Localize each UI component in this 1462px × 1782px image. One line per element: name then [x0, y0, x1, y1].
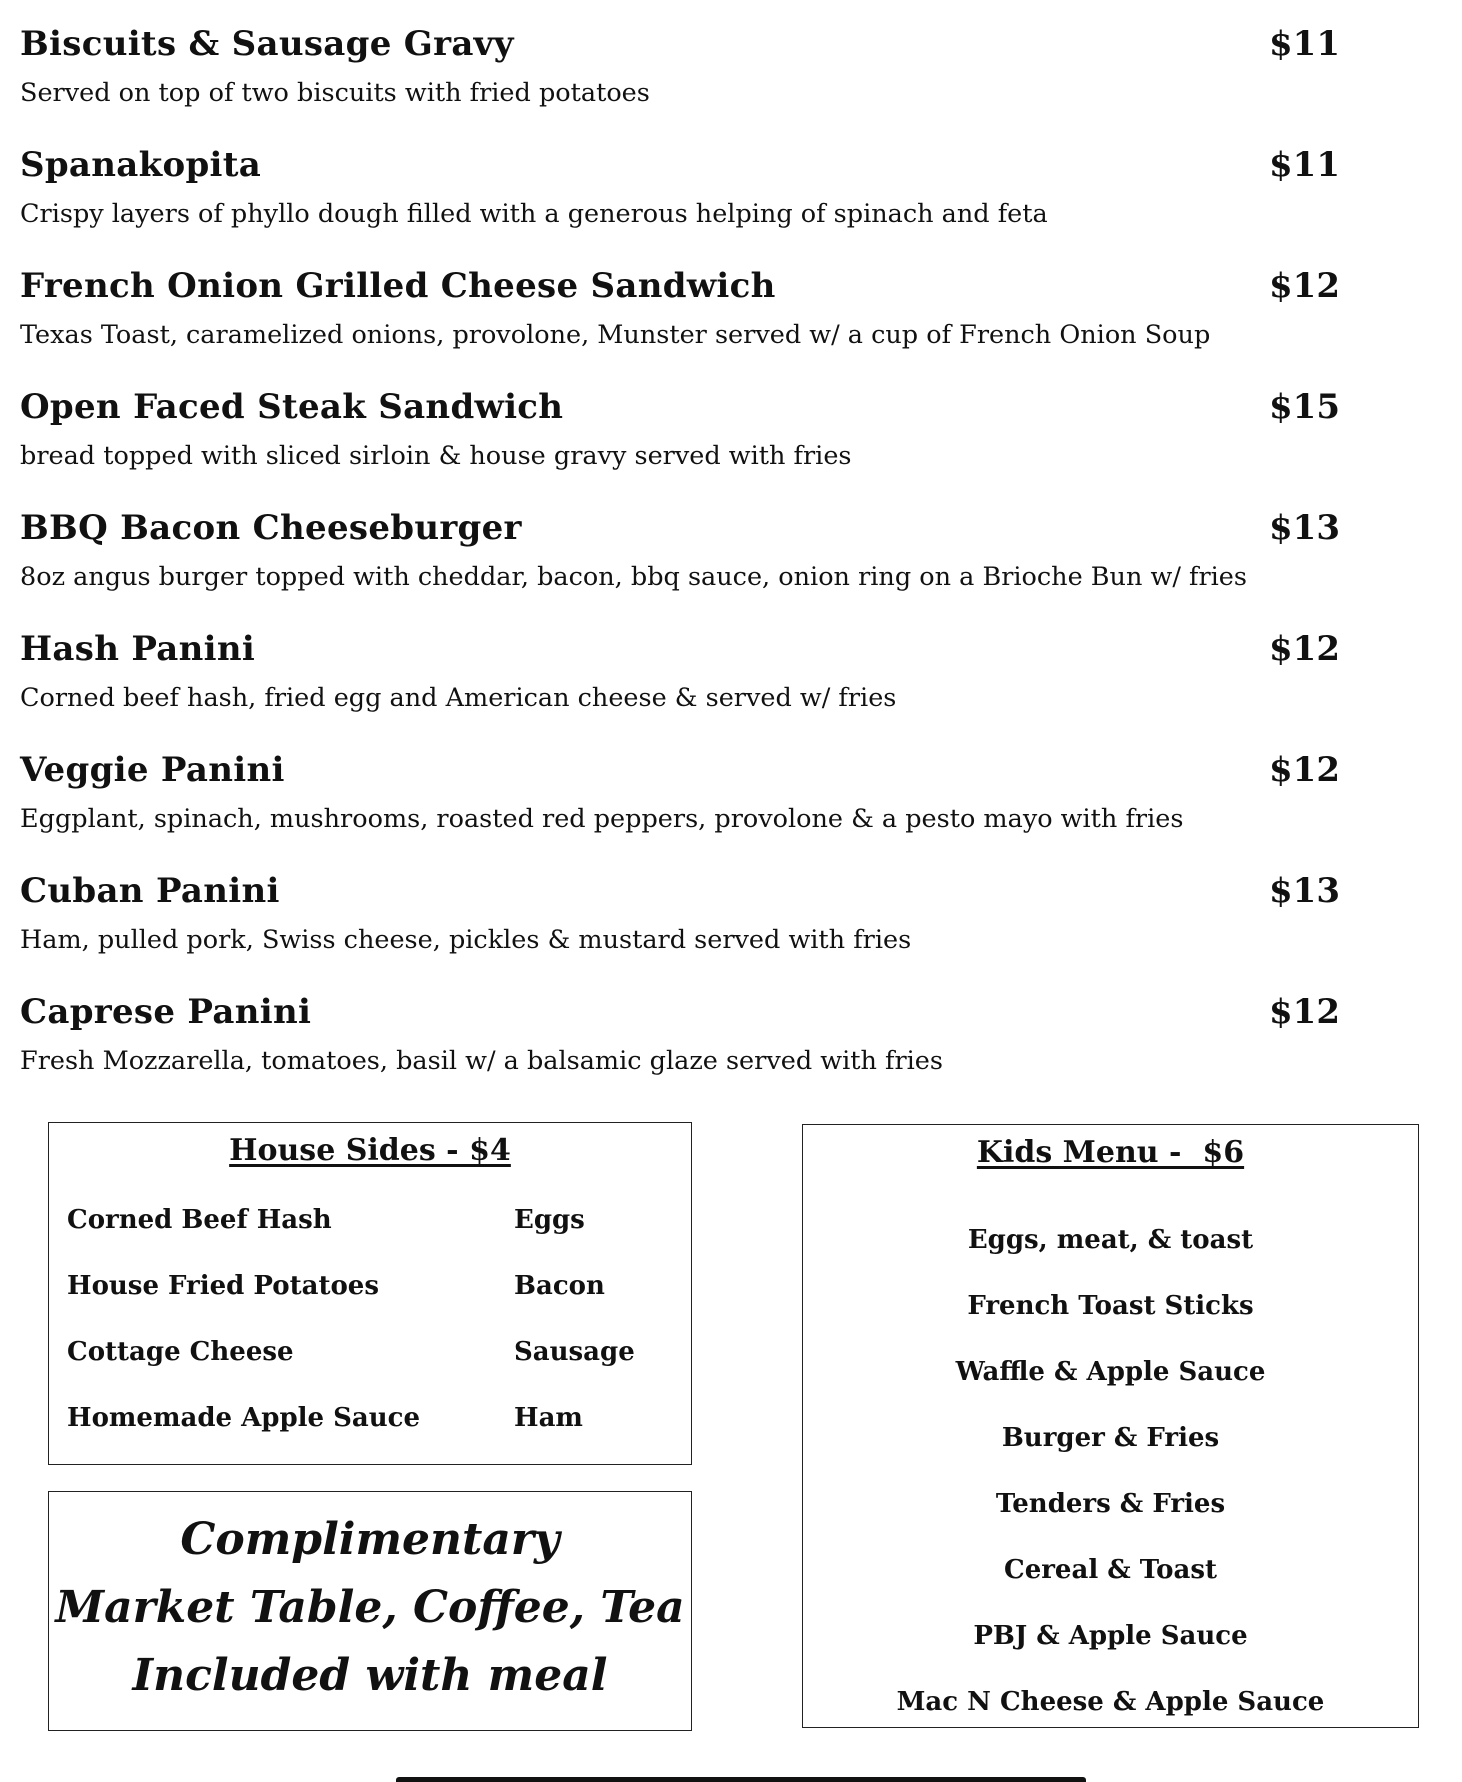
sides-row [67, 1205, 667, 1271]
house-sides-list [67, 1205, 667, 1469]
menu-item [20, 22, 1340, 143]
menu-item [20, 385, 1340, 506]
menu-item [20, 748, 1340, 869]
house-sides-title: House Sides - $4 [229, 1133, 511, 1168]
complimentary-line: Included with meal [132, 1650, 608, 1701]
item-price: $11 [1269, 145, 1340, 185]
side-item: Eggs [514, 1205, 585, 1235]
kids-menu-item: Cereal & Toast [1004, 1555, 1217, 1585]
item-price: $12 [1269, 629, 1340, 669]
item-price: $12 [1269, 992, 1340, 1032]
side-item: House Fried Potatoes [67, 1271, 379, 1301]
item-description: Ham, pulled pork, Swiss cheese, pickles & mustard served with fries [20, 925, 912, 955]
menu-item [20, 143, 1340, 264]
menu-item [20, 869, 1340, 990]
item-description: Fresh Mozzarella, tomatoes, basil w/ a balsamic glaze served with fries [20, 1046, 943, 1076]
side-item: Bacon [514, 1271, 605, 1301]
menu-item [20, 990, 1340, 1111]
complimentary-line: Market Table, Coffee, Tea [55, 1582, 685, 1633]
menu-item [20, 627, 1340, 748]
item-name: Veggie Panini [20, 750, 285, 790]
item-name: Biscuits & Sausage Gravy [20, 24, 514, 64]
item-description: bread topped with sliced sirloin & house gravy served with fries [20, 441, 852, 471]
side-item: Ham [514, 1403, 583, 1433]
kids-menu-item: Tenders & Fries [995, 1489, 1226, 1519]
item-name: Open Faced Steak Sandwich [20, 387, 564, 427]
menu-item-list [20, 22, 1340, 1111]
item-name: Caprese Panini [20, 992, 312, 1032]
side-item: Sausage [514, 1337, 635, 1367]
side-item: Cottage Cheese [67, 1337, 294, 1367]
complimentary-text [49, 1506, 691, 1710]
kids-menu-box [802, 1124, 1419, 1728]
item-name: Hash Panini [20, 629, 256, 669]
menu-item [20, 506, 1340, 627]
kids-menu-item: Mac N Cheese & Apple Sauce [896, 1687, 1325, 1717]
house-sides-box [48, 1122, 692, 1465]
side-item: Homemade Apple Sauce [67, 1403, 420, 1433]
kids-menu-item: Eggs, meat, & toast [967, 1225, 1254, 1255]
item-description: Served on top of two biscuits with fried potatoes [20, 78, 650, 108]
item-description: 8oz angus burger topped with cheddar, bacon, bbq sauce, onion ring on a Brioche Bun w/ fries [20, 562, 1247, 592]
item-price: $12 [1269, 266, 1340, 306]
item-price: $11 [1269, 24, 1340, 64]
kids-menu-title: Kids Menu - $6 [976, 1135, 1245, 1170]
item-name: BBQ Bacon Cheeseburger [20, 508, 522, 548]
sides-row [67, 1271, 667, 1337]
item-description: Texas Toast, caramelized onions, provolone, Munster served w/ a cup of French Onion Soup [20, 320, 1211, 350]
item-name: Cuban Panini [20, 871, 280, 911]
sides-row [67, 1403, 667, 1469]
side-item: Corned Beef Hash [67, 1205, 332, 1235]
item-description: Corned beef hash, fried egg and American cheese & served w/ fries [20, 683, 897, 713]
kids-menu-item: French Toast Sticks [967, 1291, 1254, 1321]
sides-row [67, 1337, 667, 1403]
kids-menu-item: Burger & Fries [1001, 1423, 1220, 1453]
complimentary-line: Complimentary [180, 1514, 560, 1565]
kids-menu-item: PBJ & Apple Sauce [973, 1621, 1248, 1651]
item-description: Eggplant, spinach, mushrooms, roasted red peppers, provolone & a pesto mayo with fries [20, 804, 1184, 834]
kids-menu-list [803, 1207, 1418, 1735]
item-price: $15 [1269, 387, 1340, 427]
item-price: $13 [1269, 871, 1340, 911]
complimentary-box [48, 1491, 692, 1731]
item-price: $13 [1269, 508, 1340, 548]
kids-menu-item: Waffle & Apple Sauce [955, 1357, 1266, 1387]
home-indicator-bar[interactable] [396, 1777, 1086, 1782]
item-name: Spanakopita [20, 145, 262, 185]
item-price: $12 [1269, 750, 1340, 790]
menu-item [20, 264, 1340, 385]
item-description: Crispy layers of phyllo dough filled with a generous helping of spinach and feta [20, 199, 1048, 229]
item-name: French Onion Grilled Cheese Sandwich [20, 266, 776, 306]
